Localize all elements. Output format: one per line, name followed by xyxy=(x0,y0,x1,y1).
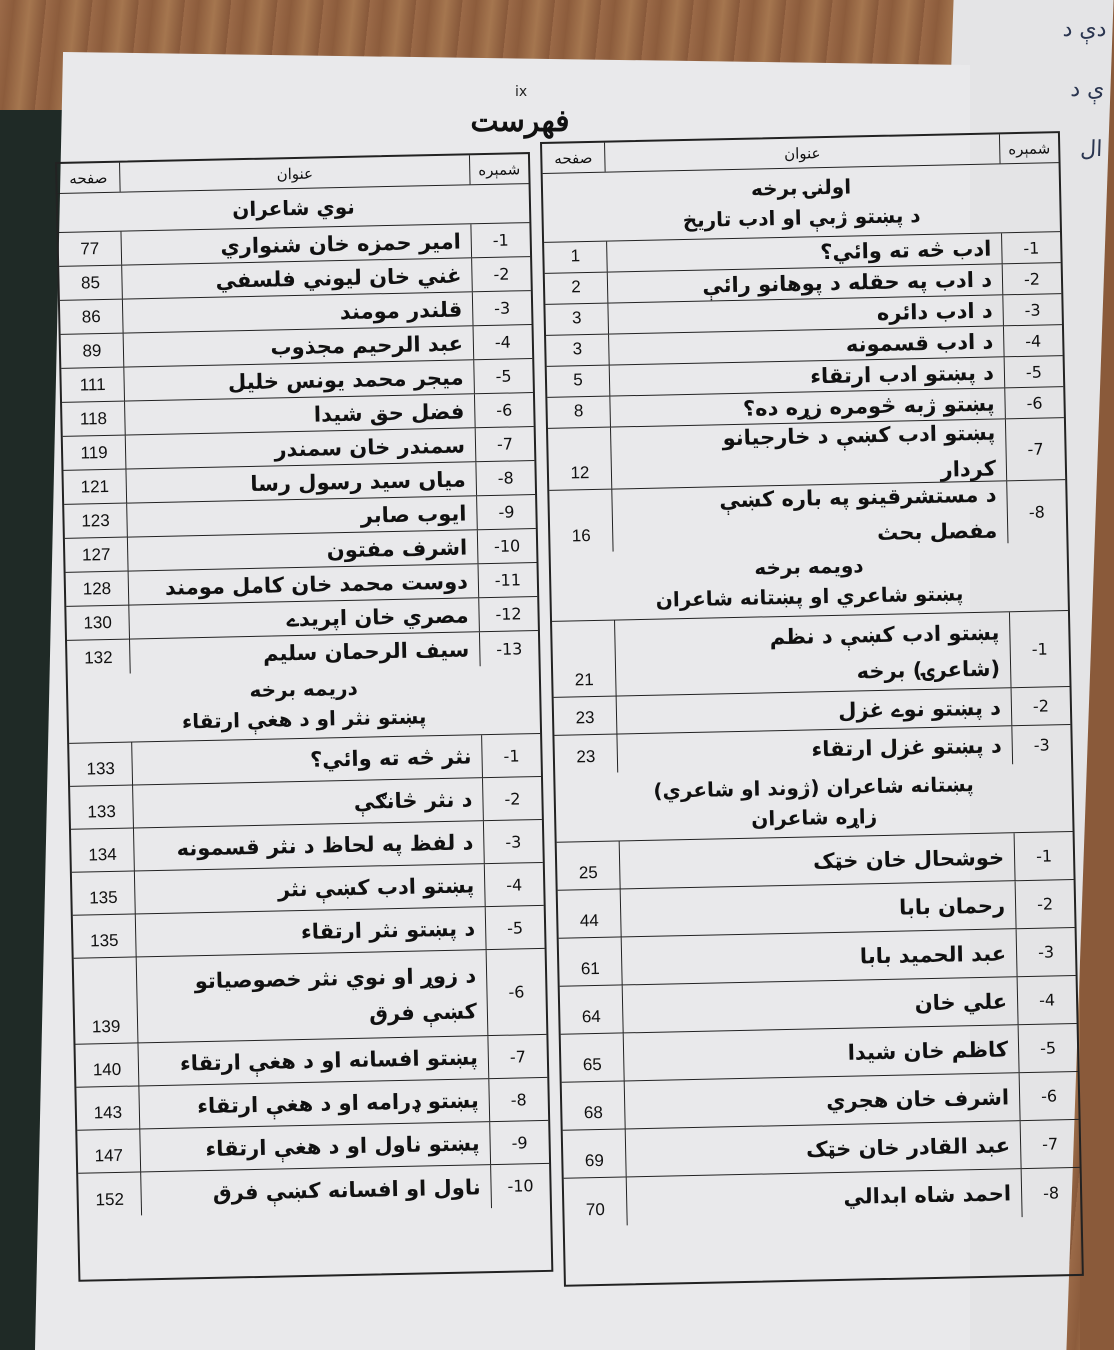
row-number: -1 xyxy=(1001,232,1061,263)
row-page: 1 xyxy=(570,246,581,266)
row-page: 128 xyxy=(82,578,112,599)
section-part1 xyxy=(543,163,1060,243)
section-subtitle: د پښتو ژبې او ادب تاریخ xyxy=(682,203,921,233)
row-title: دوست محمد خان کامل مومند xyxy=(128,564,479,604)
row-title-line: (شاعرۍ) برخه xyxy=(856,655,1001,683)
row-page: 139 xyxy=(91,1016,121,1037)
row-number: -4 xyxy=(484,863,544,906)
row-title: اشرف مفتون xyxy=(127,530,478,570)
row-title: اشرف خان هجري xyxy=(624,1073,1020,1128)
toc-row xyxy=(549,480,1066,553)
row-page: 86 xyxy=(81,307,101,327)
row-page: 69 xyxy=(584,1150,604,1171)
row-page: 12 xyxy=(570,463,590,483)
back-mark: دې د xyxy=(1062,17,1107,42)
row-number: -1 xyxy=(481,734,541,777)
row-title: پښتو ناول او د هغې ارتقاء xyxy=(139,1122,490,1171)
header-number: شمېره xyxy=(999,133,1059,163)
row-title: ایوب صابر xyxy=(126,496,477,536)
row-page: 132 xyxy=(84,647,113,668)
row-title: مصري خان اپریدے xyxy=(128,598,479,638)
row-page: 21 xyxy=(574,669,594,690)
row-page: 119 xyxy=(80,442,108,463)
row-number: -12 xyxy=(478,597,538,631)
row-number: -10 xyxy=(490,1164,550,1208)
header-page: صفحه xyxy=(554,149,593,168)
row-number: -8 xyxy=(488,1078,548,1121)
row-number: -8 xyxy=(1006,480,1066,543)
row-number: -5 xyxy=(1018,1024,1078,1072)
row-number: -8 xyxy=(475,461,535,495)
toc-row xyxy=(564,1168,1081,1227)
row-page: 135 xyxy=(89,887,118,908)
row-title: امیر حمزه خان شنواري xyxy=(120,224,471,264)
row-title: پښتو ژبه څومره زړه ده؟ xyxy=(609,388,1005,426)
row-number: -2 xyxy=(1015,880,1075,928)
row-title: سمندر خان سمندر xyxy=(125,428,476,468)
row-title xyxy=(614,612,1010,695)
row-number: -1 xyxy=(470,223,530,257)
section-subtitle: پښتو شاعري او پښتانه شاعران xyxy=(655,581,964,612)
row-title: نثر څه ته وائي؟ xyxy=(131,735,482,784)
row-title: ناول او افسانه کښې فرق xyxy=(140,1165,491,1215)
row-title xyxy=(136,950,488,1042)
row-page: 23 xyxy=(576,746,596,767)
page-number: ix xyxy=(515,84,528,100)
row-title-line: کردار xyxy=(940,456,997,482)
row-title: د لفظ په لحاظ د نثر قسمونه xyxy=(133,821,484,870)
row-title: عبد الرحیم مجذوب xyxy=(123,326,474,366)
row-title: د ادب دائره xyxy=(607,295,1003,333)
row-page: 44 xyxy=(579,910,599,931)
row-number: -2 xyxy=(471,257,531,291)
row-title: میجر محمد یونس خلیل xyxy=(123,360,474,400)
back-mark: ال xyxy=(1079,137,1103,162)
row-number: -2 xyxy=(1011,687,1071,725)
row-page: 70 xyxy=(585,1199,606,1220)
row-number: -4 xyxy=(1017,976,1077,1024)
toc-row xyxy=(74,949,547,1045)
toc-table-left xyxy=(55,152,553,1282)
row-page: 5 xyxy=(573,370,583,390)
row-page: 8 xyxy=(573,401,584,421)
section-title: اولنۍ برخه xyxy=(750,174,852,201)
row-number: -3 xyxy=(1011,725,1071,764)
page-title: فهرست xyxy=(470,104,570,139)
row-number: -6 xyxy=(1004,387,1064,418)
row-page: 3 xyxy=(571,308,582,328)
row-number: -3 xyxy=(1016,928,1076,976)
row-title-line: د مستشرقینو په باره کښې xyxy=(719,482,997,513)
section-title: پښتانه شاعران (ژوند او شاعري) xyxy=(653,772,974,803)
row-title: خوشحال خان خټک xyxy=(619,833,1015,888)
row-title: د نثر څانګې xyxy=(132,778,483,827)
row-number: -8 xyxy=(1021,1168,1081,1217)
header-page: صفحه xyxy=(69,169,108,188)
row-number: -5 xyxy=(473,359,533,393)
row-title: د پښتو نثر ارتقاء xyxy=(135,907,486,956)
row-title: ادب څه ته وائي؟ xyxy=(606,233,1002,271)
row-page: 77 xyxy=(80,239,100,259)
row-page: 133 xyxy=(86,758,116,779)
row-number: -5 xyxy=(1004,356,1064,387)
row-title: پښتو افسانه او د هغې ارتقاء xyxy=(137,1036,488,1085)
row-page: 121 xyxy=(80,476,110,497)
row-number: -11 xyxy=(478,563,538,597)
toc-row xyxy=(552,611,1069,698)
section-title: دویمه برخه xyxy=(754,553,864,580)
section-part2 xyxy=(551,542,1068,622)
row-title: پښتو ادب کښې نثر xyxy=(134,864,485,913)
row-title: عبد القادر خان خټک xyxy=(625,1121,1021,1176)
row-page: 123 xyxy=(81,510,110,531)
header-heading: عنوان xyxy=(604,134,1000,171)
header-number: شمېره xyxy=(469,154,529,184)
row-number: -6 xyxy=(486,949,547,1035)
row-page: 85 xyxy=(80,273,101,293)
row-title xyxy=(611,481,1007,551)
toc-table-right xyxy=(540,131,1084,1287)
row-title: د پښتو غزل ارتقاء xyxy=(616,726,1012,772)
row-number: -7 xyxy=(1020,1120,1080,1168)
row-page: 140 xyxy=(92,1059,122,1080)
row-title: قلندر مومند xyxy=(122,292,473,332)
row-page: 23 xyxy=(575,707,595,728)
row-number: -4 xyxy=(473,325,533,359)
row-title: احمد شاه ابدالي xyxy=(626,1169,1022,1225)
row-title: سیف الرحمان سلیم xyxy=(129,632,480,673)
row-number: -5 xyxy=(485,906,545,949)
row-page: 2 xyxy=(571,277,581,297)
row-title-line: پښتو ادب کښې د خارجیانو xyxy=(722,420,996,450)
row-page: 127 xyxy=(81,544,111,565)
row-title: غني خان لیوني فلسفي xyxy=(121,258,472,298)
row-number: -13 xyxy=(479,631,539,666)
row-title: کاظم خان شیدا xyxy=(623,1025,1019,1080)
row-title-line: د زوړ او نوي نثر خصوصیاتو xyxy=(194,962,477,993)
row-page: 133 xyxy=(87,801,116,822)
row-title: عبد الحمید بابا xyxy=(621,929,1017,984)
row-number: -7 xyxy=(487,1035,547,1078)
row-number: -7 xyxy=(475,427,535,461)
row-number: -7 xyxy=(1005,418,1065,480)
section-part3 xyxy=(68,665,540,744)
row-title: فضل حق شیدا xyxy=(124,394,475,434)
section-title: نوي شاعران xyxy=(231,194,356,222)
section-title: دریمه برخه xyxy=(249,675,358,703)
row-number: -10 xyxy=(477,529,537,563)
row-title: د پښتو نوے غزل xyxy=(616,688,1012,733)
row-page: 61 xyxy=(580,958,600,979)
row-number: -6 xyxy=(1019,1072,1079,1120)
header-heading: عنوان xyxy=(119,155,470,191)
row-number: -3 xyxy=(1002,294,1062,325)
row-page: 111 xyxy=(79,374,106,395)
row-page: 130 xyxy=(83,612,113,633)
section-subtitle: پښتو نثر او د هغې ارتقاء xyxy=(181,704,427,734)
row-page: 152 xyxy=(95,1189,125,1210)
row-number: -6 xyxy=(474,393,534,427)
row-number: -9 xyxy=(476,495,536,529)
row-title: د ادب په حقله د پوهانو رائې xyxy=(607,264,1003,302)
row-page: 118 xyxy=(79,408,108,429)
row-number: -4 xyxy=(1003,325,1063,356)
row-title: د ادب قسمونه xyxy=(608,326,1004,364)
row-title: رحمان بابا xyxy=(620,881,1016,936)
row-number: -9 xyxy=(489,1121,549,1164)
row-page: 143 xyxy=(93,1102,123,1123)
section-poets xyxy=(555,763,1072,843)
row-number: -2 xyxy=(482,777,542,820)
row-page: 135 xyxy=(89,930,119,951)
row-title: پښتو ډرامه او د هغې ارتقاء xyxy=(138,1079,489,1128)
row-title: میاں سید رسول رسا xyxy=(125,462,476,502)
section-subtitle: زاړه شاعران xyxy=(751,804,878,831)
row-number: -1 xyxy=(1009,611,1070,687)
row-page: 89 xyxy=(82,341,102,361)
row-title-line: کښې فرق xyxy=(368,998,478,1026)
row-page: 64 xyxy=(581,1006,601,1027)
back-mark: ې د xyxy=(1069,77,1105,102)
row-page: 134 xyxy=(88,844,117,865)
row-page: 68 xyxy=(583,1102,603,1123)
row-page: 16 xyxy=(571,526,591,546)
row-page: 3 xyxy=(572,339,583,359)
row-number: -2 xyxy=(1002,263,1062,294)
toc-row xyxy=(78,1164,550,1217)
row-page: 65 xyxy=(582,1054,602,1075)
row-page: 147 xyxy=(94,1145,124,1166)
row-title-line: پښتو ادب کښې د نظم xyxy=(769,619,1000,649)
row-title: د پښتو ادب ارتقاء xyxy=(609,357,1005,395)
row-number: -3 xyxy=(472,291,532,325)
row-number: -1 xyxy=(1014,832,1074,880)
row-page: 25 xyxy=(578,862,598,883)
row-title-line: مفصل بحث xyxy=(876,518,998,546)
row-number: -3 xyxy=(483,820,543,863)
row-title: علي خان xyxy=(622,977,1018,1032)
